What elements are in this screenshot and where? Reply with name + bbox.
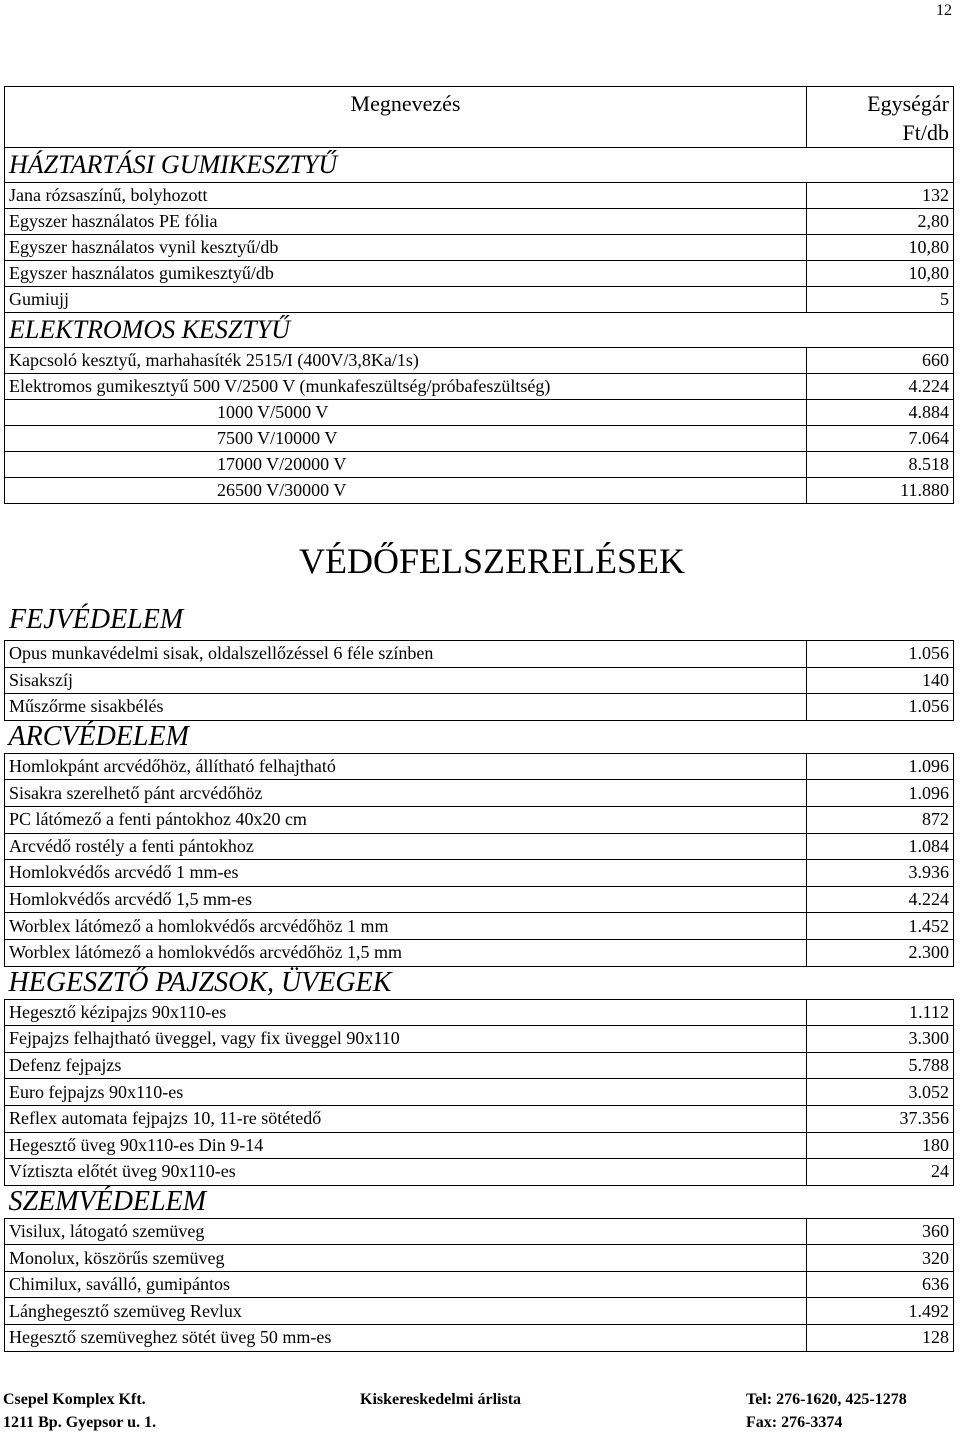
section-row (5, 720, 954, 753)
item-price: 1.492 (807, 1298, 954, 1325)
item-name: Sisakra szerelhető pánt arcvédőhöz (5, 780, 807, 807)
section-title: HEGESZTŐ PAJZSOK, ÜVEGEK (5, 966, 954, 999)
table-row (5, 667, 954, 694)
table-row (5, 1132, 954, 1159)
item-price: 1.096 (807, 780, 954, 807)
table-row (5, 400, 954, 426)
table-row (5, 261, 954, 287)
item-price: 1.112 (807, 999, 954, 1026)
item-name: 1000 V/5000 V (5, 400, 807, 426)
item-price: 132 (807, 183, 954, 209)
table-row (5, 1245, 954, 1272)
item-price: 1.084 (807, 833, 954, 860)
table-row (5, 235, 954, 261)
item-name: Arcvédő rostély a fenti pántokhoz (5, 833, 807, 860)
table-row (5, 886, 954, 913)
item-name: Monolux, köszörűs szemüveg (5, 1245, 807, 1272)
item-name: Worblex látómező a homlokvédős arcvédőhöz 1,5 mm (5, 939, 807, 966)
page-number: 12 (936, 2, 952, 19)
page-title: VÉDŐFELSZERELÉSEK (299, 541, 685, 581)
table-header-row (5, 87, 954, 148)
item-price: 320 (807, 1245, 954, 1272)
item-name: Chimilux, saválló, gumipántos (5, 1271, 807, 1298)
table-row (5, 939, 954, 966)
item-price: 1.056 (807, 641, 954, 668)
footer-fax: Fax: 276-3374 (746, 1414, 843, 1431)
item-price: 140 (807, 667, 954, 694)
item-price: 10,80 (807, 235, 954, 261)
footer-tel: Tel: 276-1620, 425-1278 (746, 1391, 907, 1408)
table-row (5, 913, 954, 940)
item-name: Homlokvédős arcvédő 1,5 mm-es (5, 886, 807, 913)
item-price: 11.880 (807, 478, 954, 504)
item-price: 360 (807, 1218, 954, 1245)
item-name: Víztiszta előtét üveg 90x110-es (5, 1159, 807, 1186)
item-name: Visilux, látogató szemüveg (5, 1218, 807, 1245)
item-name: Fejpajzs felhajtható üveggel, vagy fix üveggel 90x110 (5, 1026, 807, 1053)
table-row (5, 1079, 954, 1106)
item-price: 5.788 (807, 1052, 954, 1079)
item-price: 128 (807, 1325, 954, 1352)
section-row (5, 1185, 954, 1218)
table-row (5, 833, 954, 860)
item-price: 1.096 (807, 753, 954, 780)
item-price: 4.884 (807, 400, 954, 426)
item-name: Egyszer használatos PE fólia (5, 209, 807, 235)
item-price: 24 (807, 1159, 954, 1186)
section-title: HÁZTARTÁSI GUMIKESZTYŰ (5, 148, 954, 183)
item-name: Hegesztő üveg 90x110-es Din 9-14 (5, 1132, 807, 1159)
item-name: PC látómező a fenti pántokhoz 40x20 cm (5, 806, 807, 833)
table-row (5, 860, 954, 887)
footer-address: 1211 Bp. Gyepsor u. 1. (3, 1414, 157, 1431)
item-name: Defenz fejpajzs (5, 1052, 807, 1079)
table-row (5, 426, 954, 452)
table-row (5, 1271, 954, 1298)
table-row (5, 209, 954, 235)
item-name: Euro fejpajzs 90x110-es (5, 1079, 807, 1106)
item-name: Hegesztő szemüveghez sötét üveg 50 mm-es (5, 1325, 807, 1352)
item-name: Worblex látómező a homlokvédős arcvédőhöz 1 mm (5, 913, 807, 940)
item-name: Elektromos gumikesztyű 500 V/2500 V (munkafeszültség/próbafeszültség) (5, 374, 807, 400)
item-price: 3.936 (807, 860, 954, 887)
item-price: 10,80 (807, 261, 954, 287)
table-row (5, 452, 954, 478)
table-row (5, 1298, 954, 1325)
column-header-name: Megnevezés (5, 87, 807, 148)
item-name: Sisakszíj (5, 667, 807, 694)
footer-doc-title: Kiskereskedelmi árlista (360, 1391, 522, 1408)
table-row (5, 1105, 954, 1132)
column-header-price (807, 87, 954, 148)
item-price: 8.518 (807, 452, 954, 478)
item-price: 7.064 (807, 426, 954, 452)
item-price: 636 (807, 1271, 954, 1298)
table-row (5, 806, 954, 833)
item-name: Jana rózsaszínű, bolyhozott (5, 183, 807, 209)
column-header-price-line2: Ft/db (902, 120, 949, 145)
section-row (5, 148, 954, 183)
table-row (5, 1052, 954, 1079)
footer-company-name: Csepel Komplex Kft. (3, 1391, 146, 1408)
footer-company (3, 1388, 156, 1434)
table-row (5, 780, 954, 807)
item-name: Opus munkavédelmi sisak, oldalszellőzéssel 6 féle színben (5, 641, 807, 668)
item-name: Egyszer használatos vynil kesztyű/db (5, 235, 807, 261)
item-name: 26500 V/30000 V (5, 478, 807, 504)
column-header-price-line1: Egységár (867, 91, 949, 116)
table-row (5, 478, 954, 504)
section-row (5, 966, 954, 999)
section-title: ARCVÉDELEM (5, 720, 954, 753)
protective-equipment-table (4, 640, 954, 1352)
item-name: Hegesztő kézipajzs 90x110-es (5, 999, 807, 1026)
item-name: Egyszer használatos gumikesztyű/db (5, 261, 807, 287)
item-price: 4.224 (807, 374, 954, 400)
item-price: 660 (807, 348, 954, 374)
item-name: Homlokvédős arcvédő 1 mm-es (5, 860, 807, 887)
item-name: Homlokpánt arcvédőhöz, állítható felhajtható (5, 753, 807, 780)
item-price: 2,80 (807, 209, 954, 235)
item-price: 5 (807, 287, 954, 313)
section-title: FEJVÉDELEM (9, 604, 184, 635)
table-row (5, 183, 954, 209)
item-price: 1.056 (807, 694, 954, 721)
item-name: 7500 V/10000 V (5, 426, 807, 452)
table-row (5, 287, 954, 313)
gloves-price-table (4, 86, 954, 504)
table-row (5, 1159, 954, 1186)
item-price: 1.452 (807, 913, 954, 940)
item-price: 872 (807, 806, 954, 833)
item-price: 180 (807, 1132, 954, 1159)
table-row (5, 641, 954, 668)
table-row (5, 374, 954, 400)
section-title: SZEMVÉDELEM (5, 1185, 954, 1218)
item-price: 2.300 (807, 939, 954, 966)
item-price: 4.224 (807, 886, 954, 913)
item-price: 3.052 (807, 1079, 954, 1106)
item-price: 37.356 (807, 1105, 954, 1132)
item-name: Kapcsoló kesztyű, marhahasíték 2515/I (400V/3,8Ka/1s) (5, 348, 807, 374)
item-name: Gumiujj (5, 287, 807, 313)
item-name: Lánghegesztő szemüveg Revlux (5, 1298, 807, 1325)
section-row (5, 313, 954, 348)
table-row (5, 694, 954, 721)
table-row (5, 348, 954, 374)
table-row (5, 1218, 954, 1245)
section-title: ELEKTROMOS KESZTYŰ (5, 313, 954, 348)
table-row (5, 1026, 954, 1053)
item-name: Műszőrme sisakbélés (5, 694, 807, 721)
item-name: 17000 V/20000 V (5, 452, 807, 478)
item-name: Reflex automata fejpajzs 10, 11-re sötétedő (5, 1105, 807, 1132)
table-row (5, 1325, 954, 1352)
table-row (5, 999, 954, 1026)
item-price: 3.300 (807, 1026, 954, 1053)
footer-contact (746, 1388, 907, 1434)
table-row (5, 753, 954, 780)
